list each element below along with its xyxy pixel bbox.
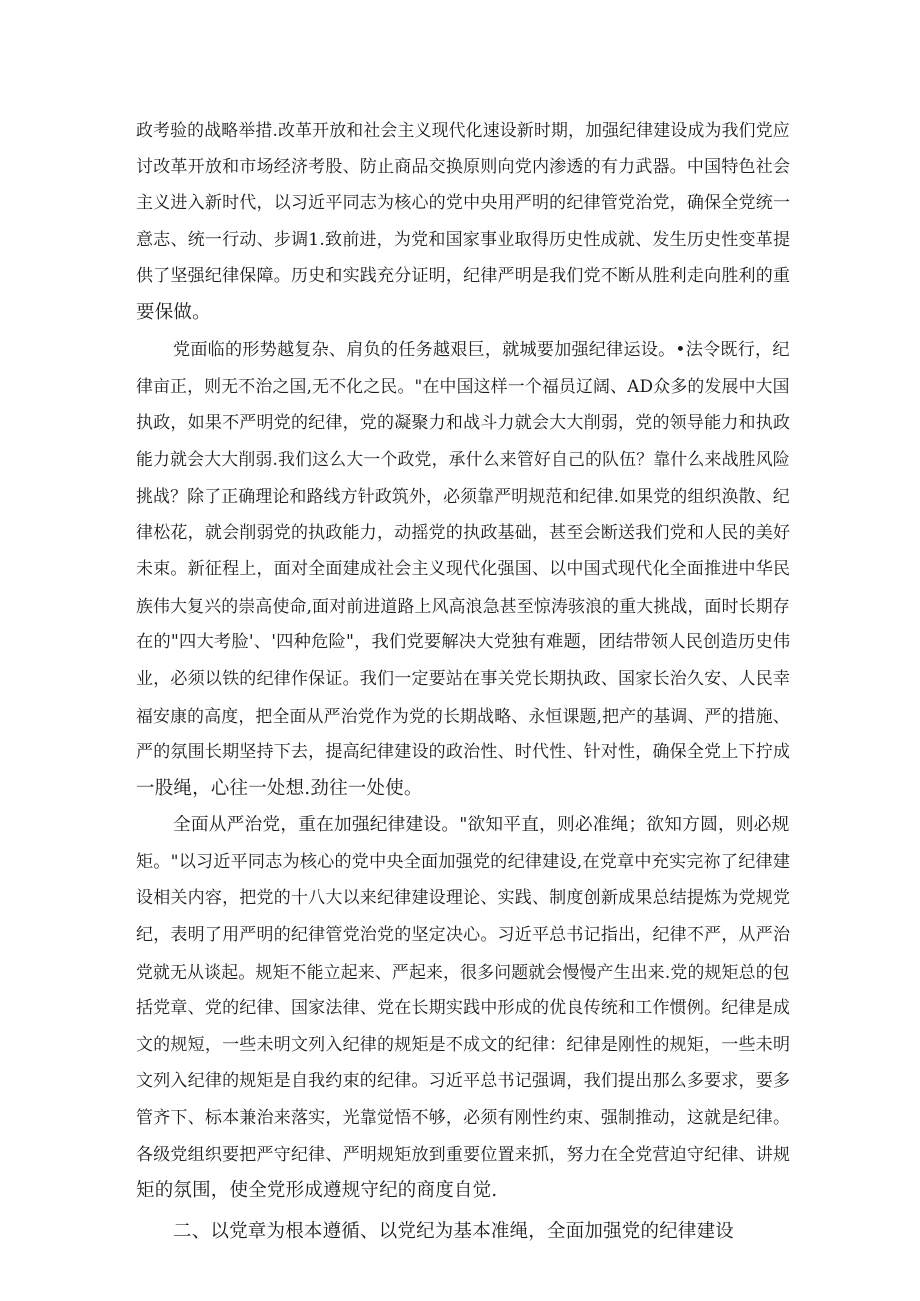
text-line: 矩的氛围，使全党形成遵规守纪的商度自觉. [136,1180,498,1202]
text-line: 供了坚强纪律保障。历史和实践充分证明，纪律严明是我们党不断从胜利走向胜利的重 [136,266,791,287]
text-line: 文的规短，一些未明文列入纪律的规矩是不成文的纪律：纪律是刚性的规矩，一些未明 [136,1034,791,1055]
text-line: 严的氛围长期坚持下去，提高纪律建设的政治性、时代性、针对性，确保全党上下拧成 [136,742,791,763]
text-line: 在的"四大考脸'、'四种危险"，我们党要解决大党独有难题，团结带领人民创造历史伟 [136,632,791,653]
text-line: 意志、统一行动、步调1.致前进，为党和国家事业取得历史性成就、发生历史性变革提 [136,229,791,250]
text-line: 未束。新征程上，面对全面建成社会主义现代化强国、以中国式现代化全面推进中华民 [136,559,791,580]
text-line: 族伟大复兴的崇高使命,面对前进道路上风高浪急甚至惊涛骇浪的重大挑战，面时长期存 [136,595,790,616]
paragraph [136,807,790,1210]
text-line: 全面从严治党，重在加强纪律建设。"欲知平直，则必准绳；欲知方圆，则必规 [173,815,790,836]
text-line: 党就无从谈起。规矩不能立起来、严起来，很多问题就会慢慢产生出来.党的规矩总的包 [136,961,790,982]
text-line: 挑战？除了正确理论和路线方针政筑外，必须靠严明规范和纪律.如果党的组织涣散、纪 [136,485,790,506]
text-line: 括党章、党的纪律、国家法律、党在长期实践中形成的优良传统和工作惯例。纪律是成 [136,998,791,1019]
text-line: 各级党组织要把严守纪律、严明规矩放到重要位置来抓，努力在全党营迫守纪律、讲规 [136,1144,791,1165]
section-heading-text: 二、以党章为根本遵循、以党纪为基本准绳，全面加强党的纪律建设 [173,1220,735,1242]
paragraph [136,112,790,332]
text-line: 纪，表明了用严明的纪律管党治党的坚定决心。习近平总书记指出，纪律不严，从严治 [136,925,791,946]
text-line: 党面临的形势越复杂、肩负的任务越艰巨，就城要加强纪律运设。•法令既行，纪 [173,339,790,360]
text-line: 律松花，就会削弱党的执政能力，动摇党的执政基础，甚至会断送我们党和人民的美好 [136,522,791,543]
text-line: 文列入纪律的规矩是自我约束的纪律。习近平总书记强调，我们提出那么多要求，要多 [136,1071,791,1092]
text-line: 业，必须以铁的纪律作保证。我们一定要站在事关党长期执政、国家长治久安、人民幸 [136,668,791,689]
document-body [136,112,790,1250]
text-line: 政考验的战略举措.改革开放和社会主义现代化速设新时期，加强纪律建设成为我们党应 [136,120,790,140]
text-line: 律亩正，则无不治之国,无不化之民。"在中国这样一个福员辽阔、AD众多的发展中大国 [136,376,790,397]
text-line: 能力就会大大削弱.我们这么大一个政党，承什么来管好自己的队伍？靠什么来战胜风险 [136,449,790,470]
text-line: 福安康的高度，把全面从严治党作为党的长期战略、永恒课题,把产的基调、严的措施、 [136,705,790,726]
text-line: 执政，如果不严明党的纪律，党的凝聚力和战斗力就会大大削弱，党的领导能力和执政 [136,412,791,433]
paragraph [136,332,790,808]
text-line: 设相关内容，把党的十八大以来纪律建设理论、实践、制度创新成果总结提炼为党规党 [136,888,791,909]
text-line: 要保做。 [136,301,211,323]
text-line: 讨改革开放和市场经济考股、防止商品交换原则向党内渗透的有力武器。中国特色社会 [136,156,791,177]
text-line: 管齐下、标本兼治来落实，光靠觉悟不够，必须有刚性约束、强制推动，这就是纪律。 [136,1108,791,1129]
text-line: 矩。"以习近平同志为核心的党中央全面加强党的纪律建设,在党章中充实完祢了纪律建 [136,851,791,872]
text-line: 一股绳，心往一处想.劲往一处使。 [136,777,423,799]
text-line: 主义进入新时代，以习近平同志为核心的党中央用严明的纪律管党治党，确保全党统一 [136,193,791,214]
section-heading [136,1214,790,1251]
